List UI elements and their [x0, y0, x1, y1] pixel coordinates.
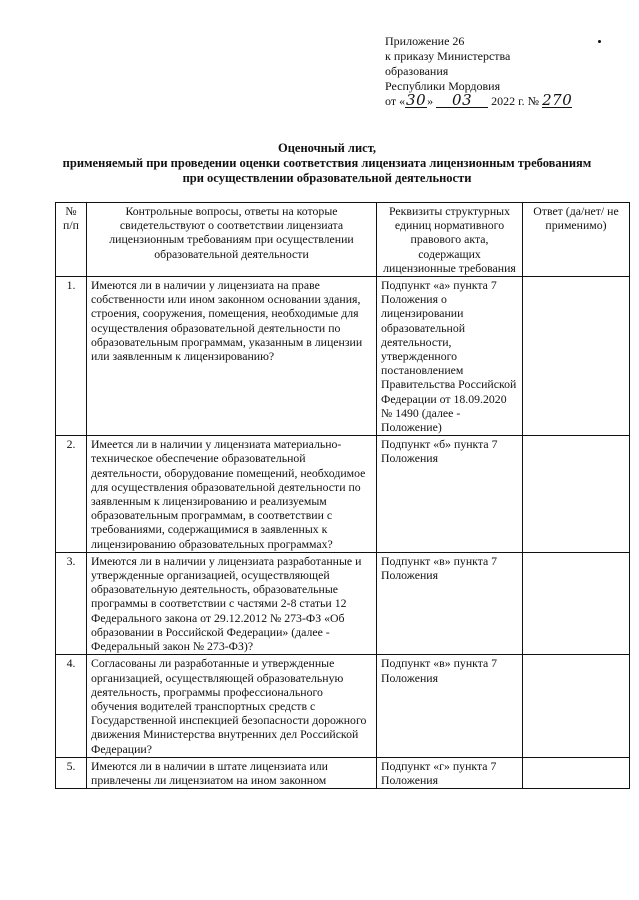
- title-line-3: при осуществлении образовательной деятельности: [182, 171, 472, 185]
- row-question: Имеются ли в наличии у лицензиата разработанные и утвержденные организацией, осуществляющей образовательную деятельность, образовательные программы в соответствии с частями 2-8 статьи 12 Федерального закона от 29.12.2012 № 273-ФЗ «Об образовании в Российской Федерации» (далее - Федеральный закон № 273-ФЗ)?: [87, 552, 377, 654]
- row-answer[interactable]: [523, 655, 630, 757]
- appendix-line-1: Приложение 26: [385, 34, 465, 48]
- title-line-2: применяемый при проведении оценки соответствия лицензиата лицензионным требованиям: [62, 156, 592, 170]
- date-prefix: от «: [385, 94, 406, 108]
- checklist-table: [55, 202, 630, 789]
- appendix-line-4: Республики Мордовия: [385, 79, 501, 93]
- row-reference: Подпункт «г» пункта 7 Положения: [377, 757, 523, 788]
- row-question: Имеется ли в наличии у лицензиата материально-техническое обеспечение образовательной деятельности, оборудование помещений, необходимое для осуществления образовательной деятельности по заявленным к лицензированию и реализуемым образовательным программам, в соответствии с требованиями, содержащимися в заявленных к лицензированию образовательных программах?: [87, 436, 377, 553]
- row-num: 1.: [56, 277, 87, 436]
- row-answer[interactable]: [523, 552, 630, 654]
- row-question: Имеются ли в наличии у лицензиата на праве собственности или ином законном основании здания, строения, сооружения, помещения, необходимые для осуществления образовательной деятельности по образовательным программам, указанным в лицензии или заявленным к лицензированию?: [87, 277, 377, 436]
- appendix-line-3: образования: [385, 64, 449, 78]
- table-row: [56, 552, 630, 654]
- row-reference: Подпункт «в» пункта 7 Положения: [377, 655, 523, 757]
- row-answer[interactable]: [523, 277, 630, 436]
- row-reference: Подпункт «в» пункта 7 Положения: [377, 552, 523, 654]
- row-reference: Подпункт «а» пункта 7 Положения о лицензировании образовательной деятельности, утвержденного постановлением Правительства Российской Федерации от 18.09.2020 № 1490 (далее - Положение): [377, 277, 523, 436]
- table-header-row: [56, 203, 630, 277]
- table-row: [56, 436, 630, 553]
- row-num: 3.: [56, 552, 87, 654]
- appendix-line-2: к приказу Министерства: [385, 49, 511, 63]
- row-reference: Подпункт «б» пункта 7 Положения: [377, 436, 523, 553]
- header-reference: Реквизиты структурных единиц нормативного правового акта, содержащих лицензионные требования: [377, 203, 523, 277]
- row-answer[interactable]: [523, 757, 630, 788]
- row-num: 4.: [56, 655, 87, 757]
- header-question: Контрольные вопросы, ответы на которые свидетельствуют о соответствии лицензиата лицензионным требованиям при осуществлении образовательной деятельности: [87, 203, 377, 277]
- title-line-1: Оценочный лист,: [277, 141, 377, 155]
- table-row: [56, 277, 630, 436]
- header-answer: Ответ (да/нет/ не применимо): [523, 203, 630, 277]
- table-row: [56, 757, 630, 788]
- order-number: 270: [542, 91, 573, 109]
- row-question: Имеются ли в наличии в штате лицензиата или привлечены ли лицензиатом на ином законном: [87, 757, 377, 788]
- date-mid: »: [427, 94, 434, 108]
- appendix-date-line: [385, 91, 625, 109]
- row-answer[interactable]: [523, 436, 630, 553]
- row-num: 2.: [56, 436, 87, 553]
- date-year: 2022 г. №: [491, 94, 540, 108]
- appendix-block: [385, 34, 625, 109]
- row-num: 5.: [56, 757, 87, 788]
- date-month: 03: [436, 94, 488, 108]
- header-num: № п/п: [56, 203, 87, 277]
- table-row: [56, 655, 630, 757]
- date-day: 30: [406, 91, 427, 109]
- row-question: Согласованы ли разработанные и утвержденные организацией, осуществляющей образовательную деятельность, программы профессионального обучения водителей транспортных средств с Государственной инспекцией безопасности дорожного движения Министерства внутренних дел Российской Федерации?: [87, 655, 377, 757]
- document-title: [30, 141, 624, 186]
